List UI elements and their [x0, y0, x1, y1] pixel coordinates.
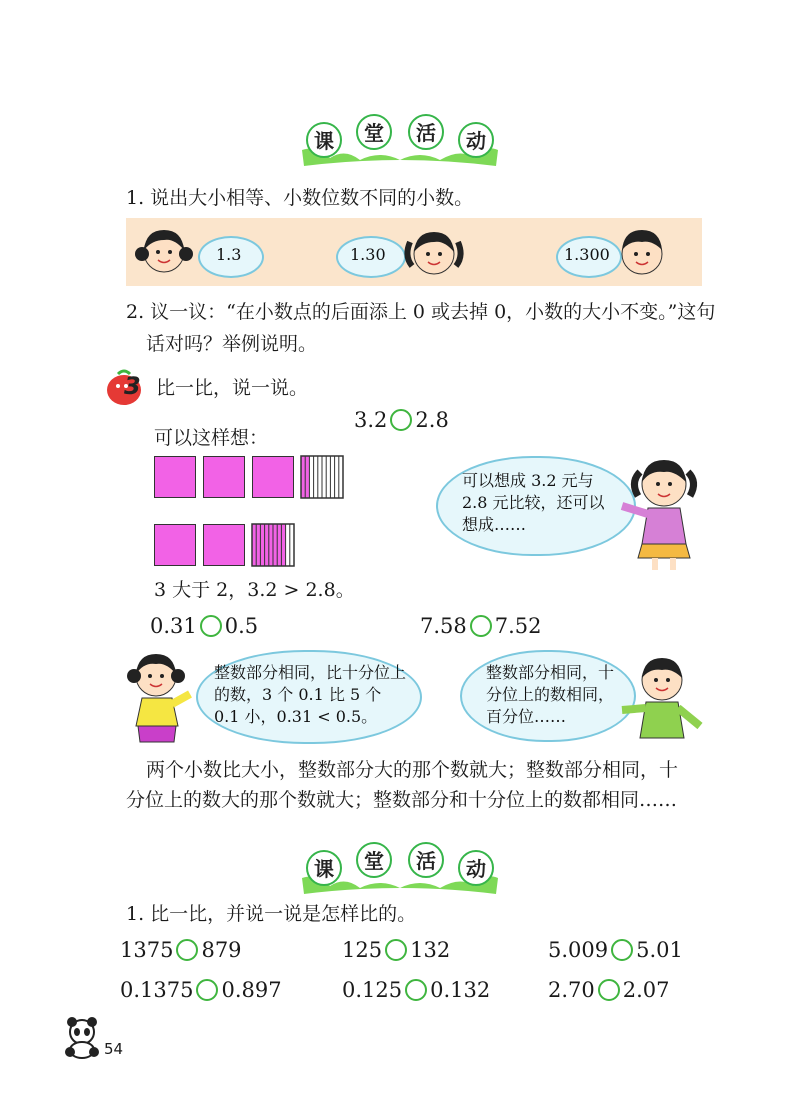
answer-circle[interactable] [470, 615, 492, 637]
answer-circle[interactable] [405, 979, 427, 1001]
compare-right: 879 [201, 938, 242, 962]
girl-icon [122, 646, 202, 746]
value-text-3: 1.300 [564, 245, 610, 264]
compare-row2-col1 [120, 976, 282, 1004]
compare-0-31-0-5 [150, 612, 258, 640]
answer-circle[interactable] [390, 409, 412, 431]
banner-char-4: 动 [458, 850, 494, 886]
banner-char-2: 堂 [356, 842, 392, 878]
answer-circle[interactable] [200, 615, 222, 637]
example-number: 3 [124, 372, 141, 400]
compare-left: 2.70 [548, 978, 595, 1002]
activity1-question-2-line2: 话对吗？举例说明。 [146, 333, 318, 355]
value-text-1: 1.3 [216, 245, 242, 264]
compare-left: 0.1375 [120, 978, 194, 1002]
thought-text-left: 整数部分相同，比十分位上的数，3 个 0.1 比 5 个 0.1 小，0.31 < 0.5。 [214, 663, 407, 726]
banner-char-2: 堂 [356, 114, 392, 150]
girl-icon [134, 222, 194, 282]
compare-right: 2.07 [622, 978, 670, 1002]
compare-row1-col2 [342, 936, 450, 964]
compare-left: 0.31 [150, 614, 197, 638]
compare-left: 1375 [120, 938, 174, 962]
activity-banner-2 [300, 838, 500, 898]
answer-circle[interactable] [176, 939, 198, 961]
value-text-2: 1.30 [350, 245, 386, 264]
unit-square [203, 456, 245, 498]
compare-row2-col3 [548, 976, 670, 1004]
compare-3-2-2-8 [354, 406, 449, 434]
page-number: 54 [104, 1040, 124, 1058]
banner-char-3: 活 [408, 114, 444, 150]
activity2-question-1: 1. 比一比，并说一说是怎样比的。 [126, 903, 417, 925]
summary-line-1: 两个小数比大小，整数部分大的那个数就大；整数部分相同，十 [146, 759, 679, 781]
compare-row1-col3 [548, 936, 683, 964]
compare-row1-col1 [120, 936, 242, 964]
compare-right: 2.8 [415, 408, 449, 432]
boy-icon [616, 222, 668, 282]
compare-right: 0.132 [430, 978, 491, 1002]
compare-left: 0.125 [342, 978, 403, 1002]
compare-left: 5.009 [548, 938, 609, 962]
compare-left: 3.2 [354, 408, 388, 432]
compare-left: 7.58 [420, 614, 467, 638]
tenths-square-8 [251, 523, 295, 567]
unit-square [154, 524, 196, 566]
compare-right: 0.5 [224, 614, 259, 638]
banner-char-4: 动 [458, 122, 494, 158]
boy-pointing-icon [620, 652, 704, 742]
answer-circle[interactable] [385, 939, 407, 961]
banner-char-1: 课 [306, 122, 342, 158]
compare-row2-col2 [342, 976, 490, 1004]
compare-right: 5.01 [636, 938, 683, 962]
banner-char-3: 活 [408, 842, 444, 878]
answer-circle[interactable] [598, 979, 620, 1001]
compare-right: 7.52 [494, 614, 542, 638]
unit-square [154, 456, 196, 498]
answer-circle[interactable] [611, 939, 633, 961]
compare-7-58-7-52 [420, 612, 542, 640]
activity1-question-2-line1: 2. 议一议：“在小数点的后面添上 0 或去掉 0，小数的大小不变。”这句 [126, 301, 716, 323]
compare-right: 0.897 [221, 978, 282, 1002]
hint-text: 可以这样想： [154, 427, 269, 449]
activity-banner-1 [300, 110, 500, 170]
banner-char-1: 课 [306, 850, 342, 886]
conclusion-text: 3 大于 2，3.2 > 2.8。 [154, 579, 355, 601]
compare-left: 125 [342, 938, 383, 962]
answer-circle[interactable] [196, 979, 218, 1001]
panda-icon [62, 1016, 102, 1060]
unit-square [252, 456, 294, 498]
summary-line-2: 分位上的数大的那个数就大；整数部分和十分位上的数都相同…… [126, 789, 678, 811]
thought-text-right: 整数部分相同，十分位上的数相同，百分位…… [486, 663, 615, 726]
activity1-question-1: 1. 说出大小相等、小数位数不同的小数。 [126, 187, 474, 209]
example-title: 比一比，说一说。 [156, 377, 309, 399]
thought-text-girl: 可以想成 3.2 元与 2.8 元比较，还可以想成…… [462, 471, 605, 534]
compare-right: 132 [410, 938, 451, 962]
unit-square [203, 524, 245, 566]
tenths-square-2 [300, 455, 344, 499]
girl-icon [404, 222, 464, 282]
girl-pointing-icon [618, 452, 708, 572]
